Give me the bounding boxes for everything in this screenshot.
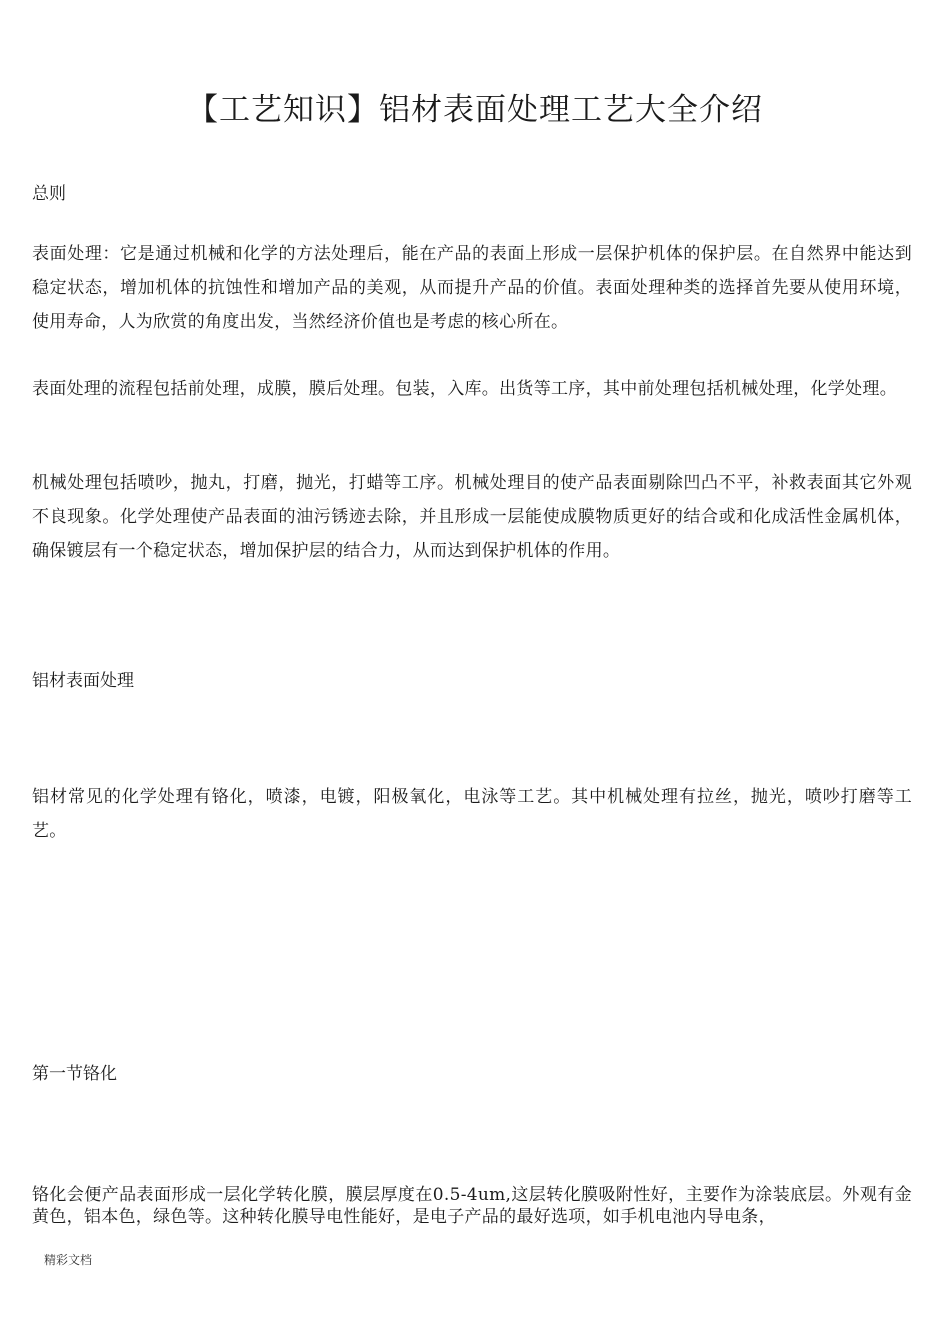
section-heading-general: 总则 xyxy=(32,184,66,204)
paragraph-process-flow: 表面处理的流程包括前处理，成膜，膜后处理。包装，入库。出货等工序，其中前处理包括机械处理，化学处理。 xyxy=(32,379,897,399)
paragraph-mechanical-treatment: 机械处理包括喷吵，抛丸，打磨，抛光，打蜡等工序。机械处理目的使产品表面剔除凹凸不平，补救表面其它外观不良现象。化学处理使产品表面的油污锈迹去除，并且形成一层能使成膜物质更好的结合或和化成活性金属机体，确保镀层有一个稳定状态，增加保护层的结合力，从而达到保护机体的作用。 xyxy=(32,473,912,561)
document-title: 【工艺知识】铝材表面处理工艺大全介绍 xyxy=(187,92,763,128)
paragraph-chromate: 铬化会便产品表面形成一层化学转化膜，膜层厚度在0.5-4um,这层转化膜吸附性好，主要作为涂装底层。外观有金黄色，铝本色，绿色等。这种转化膜导电性能好，是电子产品的最好选项，如手机电池内导电条， xyxy=(32,1185,912,1227)
page-footer: 精彩文档 xyxy=(44,1253,93,1267)
paragraph-surface-treatment: 表面处理：它是通过机械和化学的方法处理后，能在产品的表面上形成一层保护机体的保护层。在自然界中能达到稳定状态，增加机体的抗蚀性和增加产品的美观，从而提升产品的价值。表面处理种类的选择首先要从使用环境，使用寿命，人为欣赏的角度出发，当然经济价值也是考虑的核心所在。 xyxy=(32,244,912,332)
paragraph-aluminum-processes: 铝材常见的化学处理有铬化，喷漆，电镀，阳极氧化，电泳等工艺。其中机械处理有拉丝，抛光，喷吵打磨等工艺。 xyxy=(32,787,912,841)
section-heading-aluminum: 铝材表面处理 xyxy=(32,671,134,691)
section-heading-chromate: 第一节铬化 xyxy=(32,1064,117,1084)
